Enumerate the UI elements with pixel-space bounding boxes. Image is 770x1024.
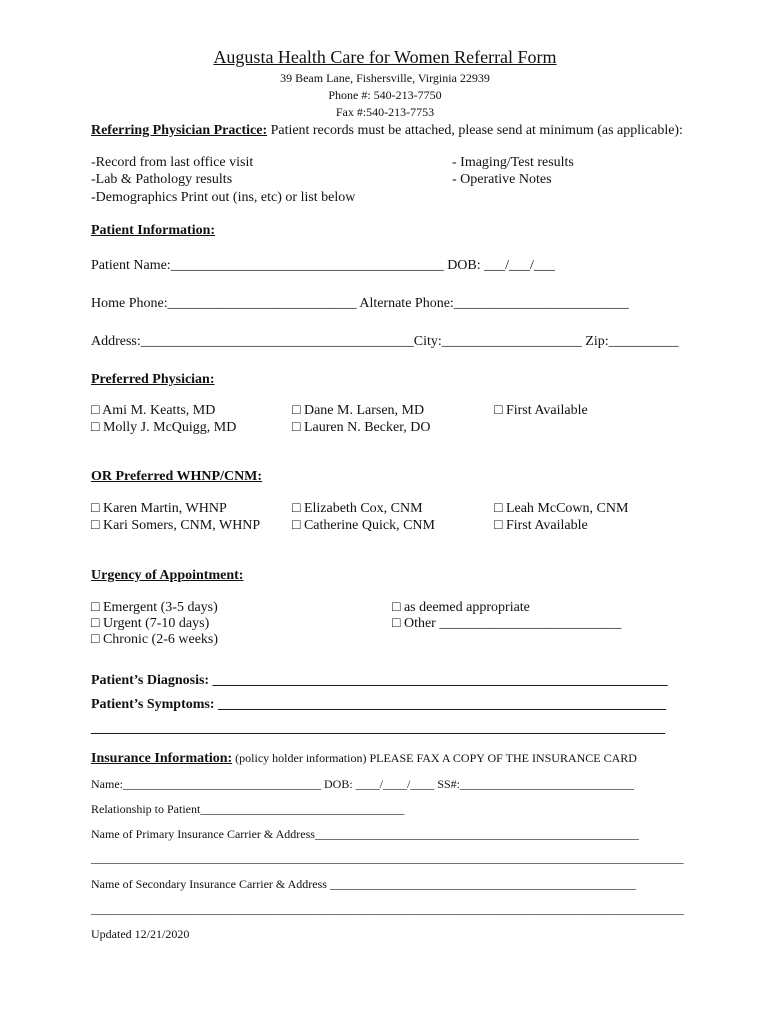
referring-item-left: -Record from last office visit [91, 155, 254, 170]
whnp-checkbox[interactable]: □ Kari Somers, CNM, WHNP [91, 518, 261, 533]
primary-insurance-field-continued[interactable]: _____________________________________________________________________________________________________ [91, 852, 684, 865]
referring-label: Referring Physician Practice: [91, 123, 268, 138]
urgency-checkbox[interactable]: □ as deemed appropriate [392, 600, 530, 615]
urgency-checkbox[interactable]: □ Urgent (7-10 days) [91, 616, 210, 631]
symptoms-field[interactable]: Patient’s Symptoms: ________________________________________________________________ [91, 697, 667, 712]
insurance-line [91, 751, 637, 767]
patient-info-heading: Patient Information: [91, 223, 216, 238]
insurance-label: Insurance Information: [91, 751, 233, 766]
referring-item-left: -Lab & Pathology results [91, 172, 233, 187]
whnp-checkbox[interactable]: □ Leah McCown, CNM [494, 501, 629, 516]
urgency-heading: Urgency of Appointment: [91, 568, 244, 583]
symptoms-field-continued[interactable]: __________________________________________________________________________________ [91, 721, 665, 736]
whnp-checkbox[interactable]: □ First Available [494, 518, 588, 533]
home-phone-field[interactable]: Home Phone:___________________________ Alternate Phone:_________________________ [91, 296, 629, 311]
physician-checkbox[interactable]: □ Lauren N. Becker, DO [292, 420, 431, 435]
form-title: Augusta Health Care for Women Referral Form [213, 47, 557, 67]
referring-item-right: - Operative Notes [452, 172, 552, 187]
urgency-checkbox[interactable]: □ Emergent (3-5 days) [91, 600, 218, 615]
diagnosis-field[interactable]: Patient’s Diagnosis: _________________________________________________________________ [91, 673, 668, 688]
urgency-checkbox[interactable]: □ Chronic (2-6 weeks) [91, 632, 219, 647]
preferred-whnp-heading: OR Preferred WHNP/CNM: [91, 469, 263, 484]
referring-text: Patient records must be attached, please send at minimum (as applicable): [267, 123, 683, 138]
practice-address: 39 Beam Lane, Fishersville, Virginia 22939 [280, 71, 490, 85]
physician-checkbox[interactable]: □ First Available [494, 403, 588, 418]
physician-checkbox[interactable]: □ Molly J. McQuigg, MD [91, 420, 237, 435]
referring-item-right: - Imaging/Test results [452, 155, 574, 170]
relationship-field[interactable]: Relationship to Patient__________________________________ [91, 802, 405, 816]
whnp-checkbox[interactable]: □ Catherine Quick, CNM [292, 518, 435, 533]
secondary-insurance-field-continued[interactable]: ____________________________________________________________________________________________________ [91, 902, 684, 916]
referring-item-left: -Demographics Print out (ins, etc) or list below [91, 190, 356, 205]
insured-name-field[interactable]: Name:_________________________________ DOB: ____/____/____ SS#:_____________________________ [91, 777, 635, 791]
address-field[interactable]: Address:_______________________________________City:____________________ Zip:__________ [91, 334, 679, 349]
physician-checkbox[interactable]: □ Dane M. Larsen, MD [292, 403, 425, 418]
preferred-physician-heading: Preferred Physician: [91, 372, 215, 387]
practice-fax: Fax #:540-213-7753 [335, 105, 435, 119]
patient-name-field[interactable]: Patient Name:_______________________________________ DOB: ___/___/___ [91, 258, 555, 273]
whnp-checkbox[interactable]: □ Karen Martin, WHNP [91, 501, 227, 516]
primary-insurance-field[interactable]: Name of Primary Insurance Carrier & Address______________________________________________________ [91, 827, 639, 841]
insurance-text: (policy holder information) PLEASE FAX A COPY OF THE INSURANCE CARD [232, 751, 637, 765]
physician-checkbox[interactable]: □ Ami M. Keatts, MD [91, 403, 216, 418]
whnp-checkbox[interactable]: □ Elizabeth Cox, CNM [292, 501, 423, 516]
updated-date: Updated 12/21/2020 [91, 927, 190, 941]
secondary-insurance-field[interactable]: Name of Secondary Insurance Carrier & Address ___________________________________________________ [91, 877, 636, 891]
referring-line [91, 123, 683, 139]
practice-phone: Phone #: 540-213-7750 [328, 88, 442, 102]
urgency-other-field[interactable]: □ Other __________________________ [392, 616, 622, 631]
